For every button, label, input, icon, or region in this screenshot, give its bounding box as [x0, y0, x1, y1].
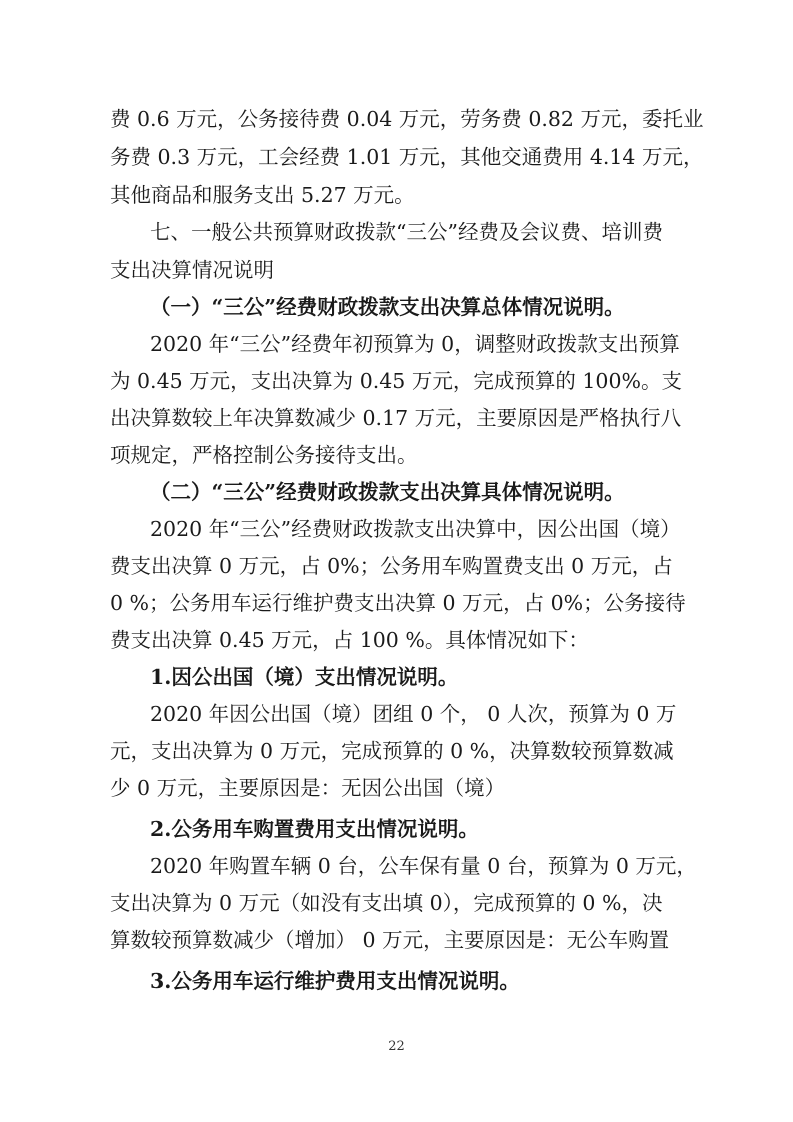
text-line: 少 0 万元，主要原因是：无因公出国（境） [110, 776, 506, 800]
text-line: 支出决算为 0 万元（如没有支出填 0），完成预算的 0 %，决 [110, 891, 663, 915]
section-heading-line: 七、一般公共预算财政拨款“三公”经费及会议费、培训费 [150, 220, 663, 244]
text-line: 费 0.6 万元，公务接待费 0.04 万元，劳务费 0.82 万元，委托业 [110, 107, 704, 131]
text-line: 出决算数较上年决算数减少 0.17 万元，主要原因是严格执行八 [110, 406, 682, 430]
text-line: 项规定，严格控制公务接待支出。 [110, 443, 418, 467]
text-line: 为 0.45 万元，支出决算为 0.45 万元，完成预算的 100%。支 [110, 369, 682, 393]
text-line: 0 %；公务用车运行维护费支出决算 0 万元，占 0%；公务接待 [110, 591, 686, 615]
text-line: 务费 0.3 万元，工会经费 1.01 万元，其他交通费用 4.14 万元， [110, 145, 704, 169]
text-line: 算数较预算数减少（增加） 0 万元，主要原因是：无公车购置 [110, 928, 670, 952]
text-line: 元，支出决算为 0 万元，完成预算的 0 %，决算数较预算数减 [110, 739, 674, 763]
page-number: 22 [388, 1039, 405, 1054]
text-line: 2020 年购置车辆 0 台，公车保有量 0 台，预算为 0 万元， [150, 854, 697, 878]
text-line: 费支出决算 0.45 万元，占 100 %。具体情况如下： [110, 628, 589, 652]
subsection-heading: （一）“三公”经费财政拨款支出决算总体情况说明。 [150, 295, 625, 319]
text-line: 费支出决算 0 万元，占 0%；公务用车购置费支出 0 万元，占 [110, 554, 673, 578]
item-heading: 2.公务用车购置费用支出情况说明。 [150, 817, 479, 841]
item-heading: 3.公务用车运行维护费用支出情况说明。 [150, 969, 520, 993]
item-heading: 1.因公出国（境）支出情况说明。 [150, 665, 459, 689]
subsection-heading: （二）“三公”经费财政拨款支出决算具体情况说明。 [150, 480, 625, 504]
section-heading-line: 支出决算情况说明 [110, 258, 274, 282]
text-line: 其他商品和服务支出 5.27 万元。 [110, 183, 415, 207]
text-line: 2020 年“三公”经费年初预算为 0，调整财政拨款支出预算 [150, 332, 680, 356]
text-line: 2020 年“三公”经费财政拨款支出决算中，因公出国（境） [150, 517, 681, 541]
text-line: 2020 年因公出国（境）团组 0 个， 0 人次，预算为 0 万 [150, 702, 677, 726]
